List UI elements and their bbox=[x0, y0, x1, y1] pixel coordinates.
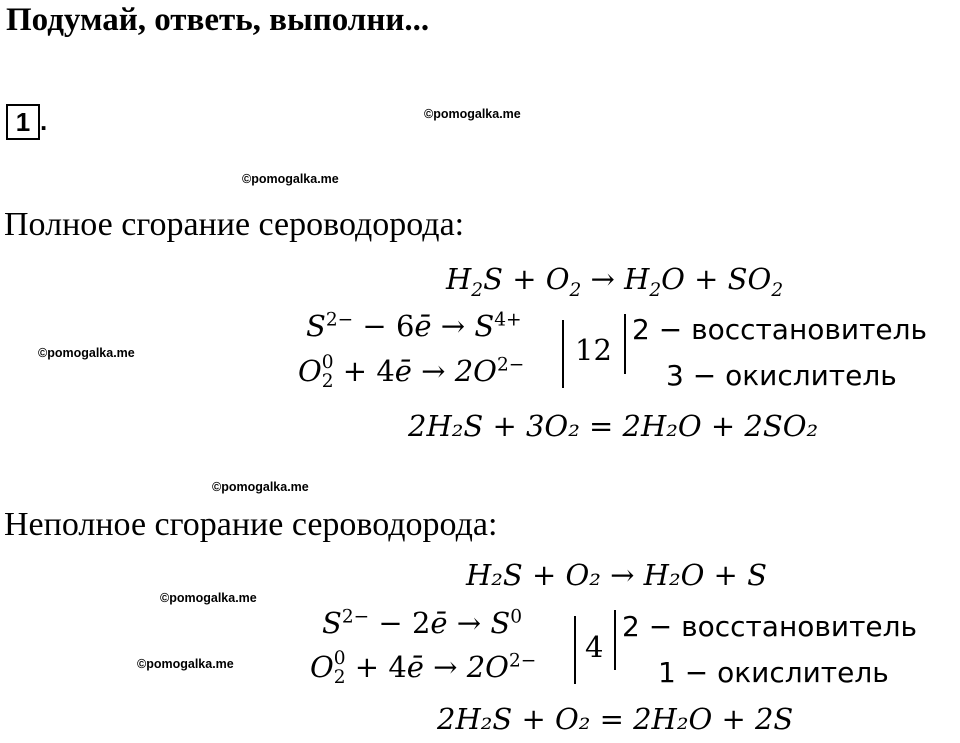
balance-bar-left bbox=[574, 616, 576, 684]
balance-bar-left bbox=[562, 320, 564, 388]
section1-role-reducer: 2 − восстановитель bbox=[632, 313, 928, 346]
watermark: ©pomogalka.me bbox=[242, 172, 339, 186]
section2-final-equation: 2H₂S + O₂ = 2H₂O + 2S bbox=[437, 702, 794, 736]
section2-equation: H₂S + O₂ → H₂O + S bbox=[466, 558, 767, 592]
section1-role-oxidizer: 3 − окислитель bbox=[666, 359, 897, 392]
watermark: ©pomogalka.me bbox=[160, 591, 257, 605]
section2-half-reaction-sulfur: $S^{2-}$ − 2ē → $S^0$ bbox=[322, 606, 523, 640]
balance-bar-right bbox=[624, 314, 626, 374]
watermark: ©pomogalka.me bbox=[38, 346, 135, 360]
balance-bar-right bbox=[614, 610, 616, 670]
section2-heading: Неполное сгорание сероводорода: bbox=[4, 506, 498, 543]
task-number-box: 1 bbox=[6, 104, 40, 140]
section1-final-equation: 2H₂S + 3O₂ = 2H₂O + 2SO₂ bbox=[408, 409, 819, 443]
section1-half-reaction-oxygen: O 0 2 + 4ē → $2O^{2-}$ bbox=[298, 352, 525, 392]
section1-lcm: 12 bbox=[575, 333, 612, 367]
watermark: ©pomogalka.me bbox=[424, 107, 521, 121]
watermark: ©pomogalka.me bbox=[137, 657, 234, 671]
section2-role-reducer: 2 − восстановитель bbox=[622, 610, 918, 643]
section2-role-oxidizer: 1 − окислитель bbox=[658, 656, 889, 689]
section2-half-reaction-oxygen: O 0 2 + 4ē → $2O^{2-}$ bbox=[310, 648, 537, 688]
task-number-dot: . bbox=[40, 106, 48, 136]
watermark: ©pomogalka.me bbox=[212, 480, 309, 494]
page-title: Подумай, ответь, выполни... bbox=[6, 2, 430, 38]
section1-half-reaction-sulfur: $S^{2-}$ − 6ē → $S^{4+}$ bbox=[306, 309, 522, 343]
section1-equation: $H_2S + O_2 \to H_2O + SO_2$ bbox=[446, 262, 784, 301]
section1-heading: Полное сгорание сероводорода: bbox=[4, 206, 465, 243]
section2-lcm: 4 bbox=[585, 630, 604, 664]
